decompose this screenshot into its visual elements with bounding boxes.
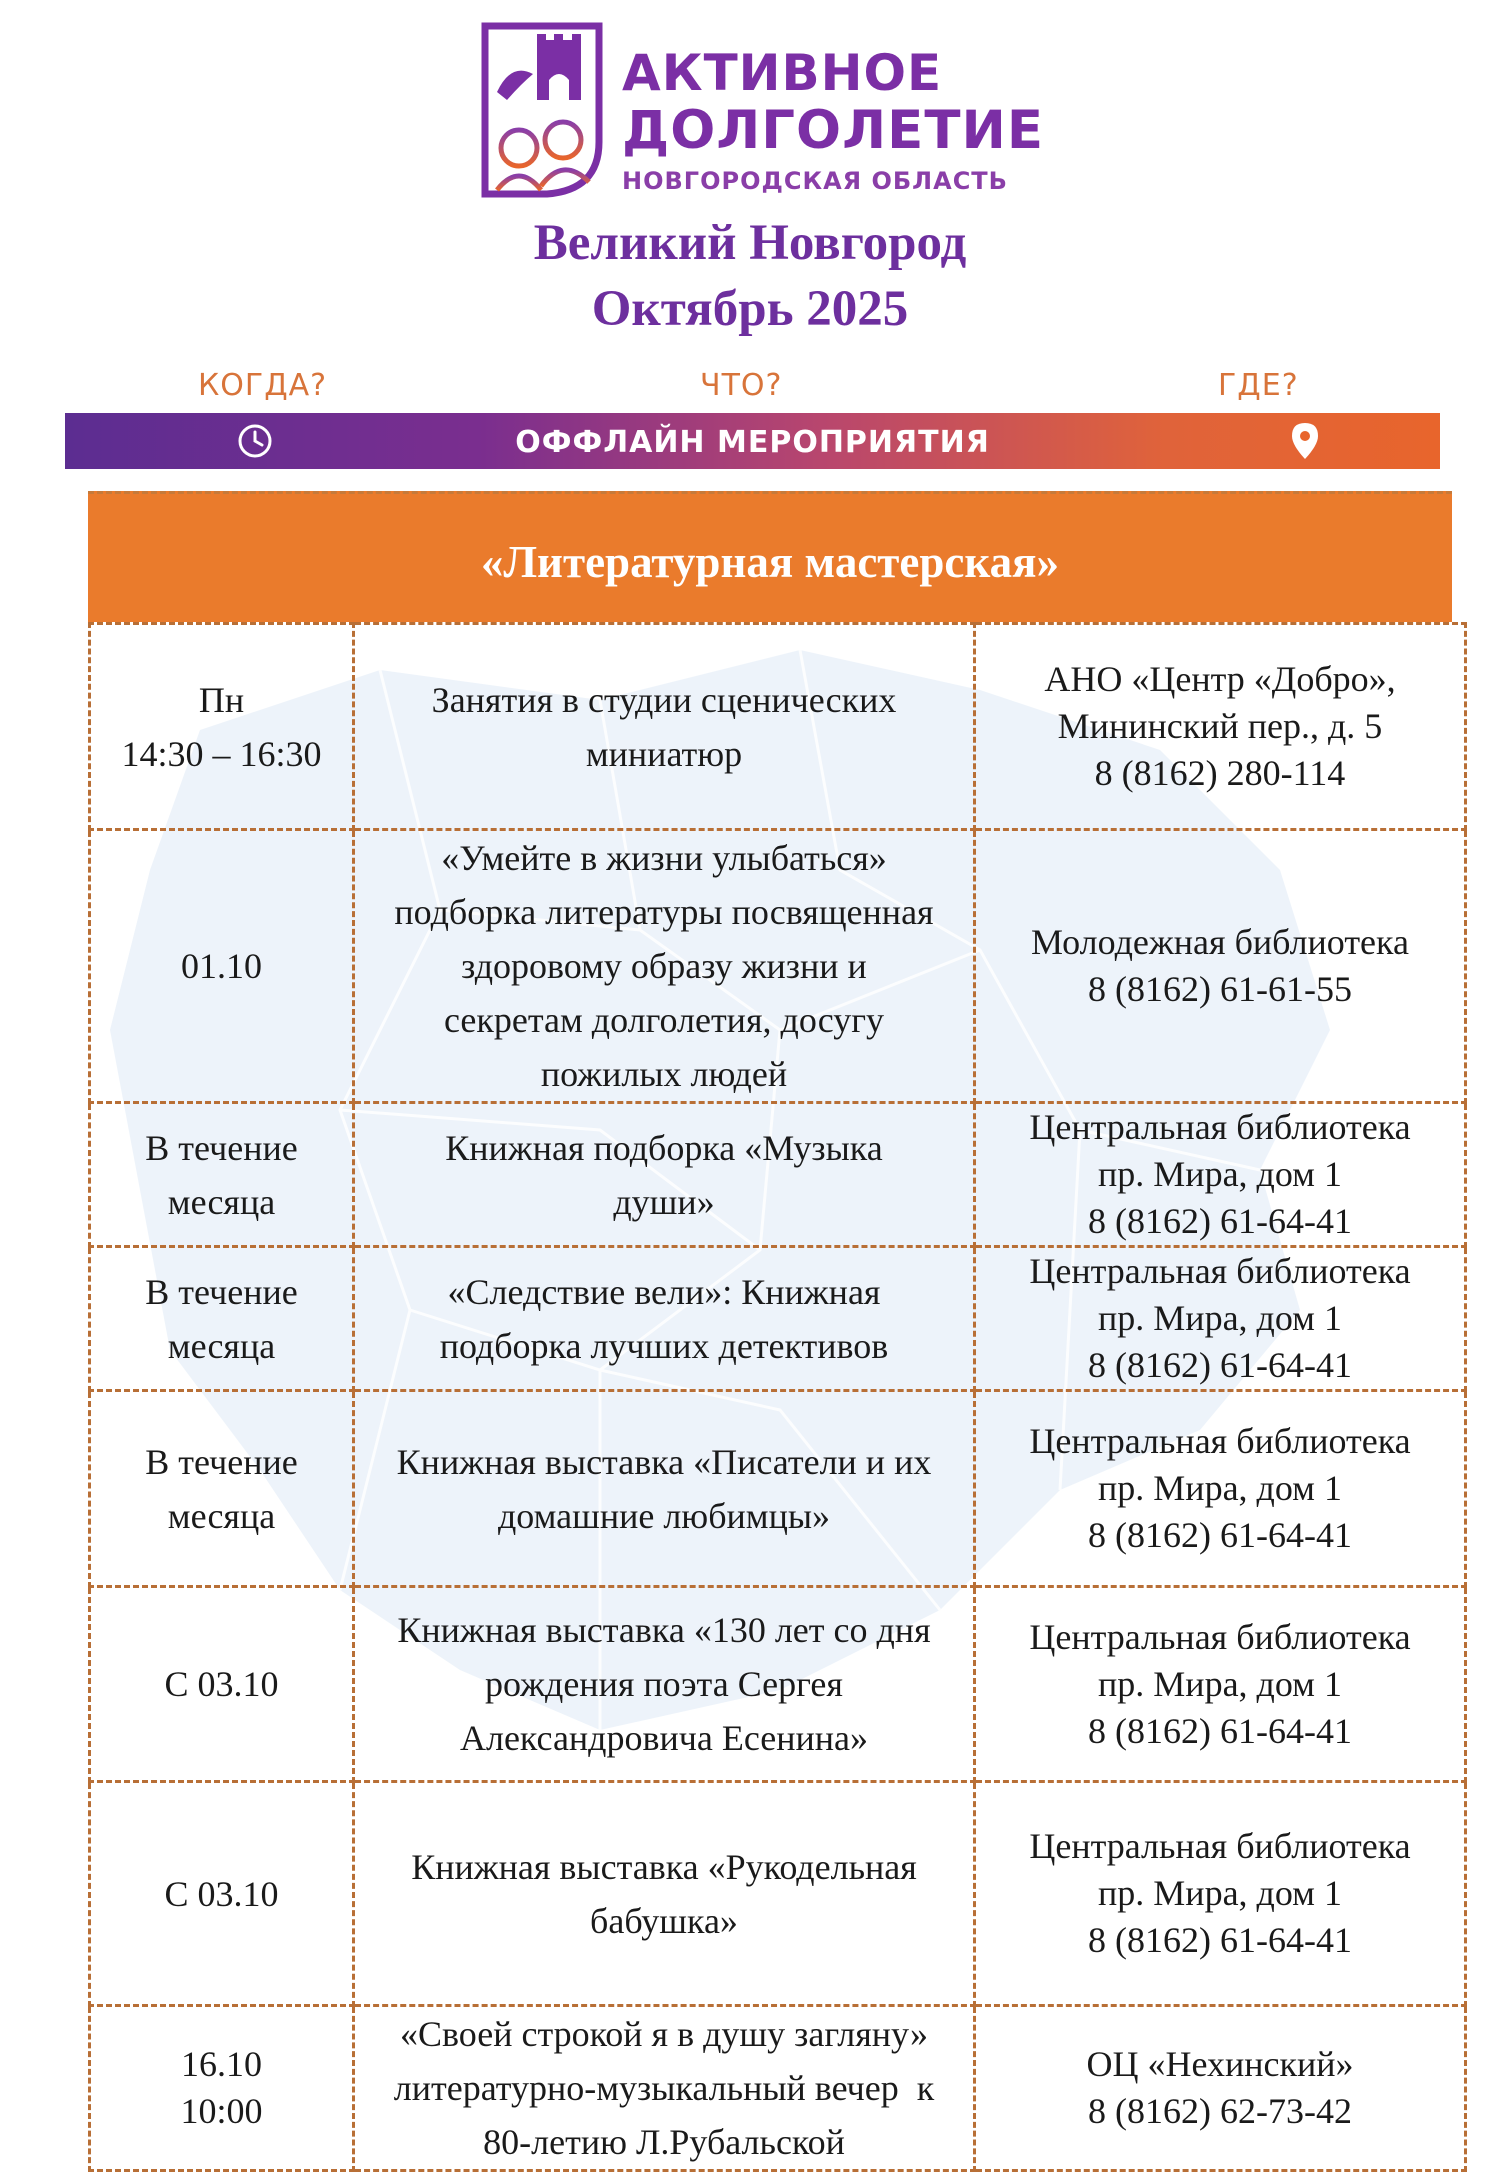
- event-where-line: Центральная библиотека: [1029, 1421, 1411, 1461]
- event-what-line: подборка литературы посвященная: [394, 892, 934, 932]
- event-what-line: здоровому образу жизни и: [461, 946, 867, 986]
- event-when-cell: [90, 1103, 354, 1247]
- header-where-label: ГДЕ?: [1218, 368, 1299, 403]
- event-where-cell: [975, 1587, 1466, 1782]
- event-where-line: 8 (8162) 61-64-41: [1088, 1345, 1352, 1385]
- event-what-line: 80-летию Л.Рубальской: [483, 2122, 845, 2162]
- event-where-line: пр. Мира, дом 1: [1098, 1468, 1342, 1508]
- event-what-cell: [354, 624, 975, 830]
- event-where-line: 8 (8162) 61-64-41: [1088, 1515, 1352, 1555]
- page-title-month: Октябрь 2025: [591, 281, 909, 337]
- event-where-line: 8 (8162) 280-114: [1094, 753, 1346, 793]
- event-where-line: ОЦ «Нехинский»: [1086, 2044, 1354, 2084]
- table-row: [90, 1391, 1466, 1587]
- event-what-line: домашние любимцы»: [497, 1495, 831, 1536]
- event-when-line: месяца: [167, 1325, 276, 1366]
- event-when-line: В течение: [145, 1127, 298, 1168]
- event-where-cell: [975, 1391, 1466, 1587]
- event-when-cell: [90, 1782, 354, 2006]
- event-when-line: 01.10: [181, 946, 262, 986]
- logo: [477, 22, 1045, 202]
- event-where-cell: [975, 624, 1466, 830]
- event-when-line: 14:30 – 16:30: [121, 733, 322, 774]
- table-row: [90, 1782, 1466, 2006]
- event-where-cell: [975, 1247, 1466, 1391]
- logo-title-line2: ДОЛГОЛЕТИЕ: [622, 100, 1045, 161]
- event-when-cell: [90, 830, 354, 1103]
- logo-title-line1: АКТИВНОЕ: [622, 44, 943, 102]
- event-when-line: Пн: [198, 679, 245, 720]
- event-where-cell: [975, 1103, 1466, 1247]
- event-when-line: 10:00: [180, 2091, 263, 2131]
- event-when-cell: [90, 1587, 354, 1782]
- table-row: [90, 2006, 1466, 2171]
- event-what-line: «Следствие вели»: Книжная: [447, 1271, 881, 1312]
- event-what-line: Книжная выставка «Писатели и их: [396, 1441, 932, 1482]
- event-when-cell: [90, 1391, 354, 1587]
- section-title: «Литературная мастерская»: [481, 537, 1059, 587]
- event-where-cell: [975, 830, 1466, 1103]
- event-what-line: Александровича Есенина»: [459, 1718, 869, 1758]
- table-row: [90, 1587, 1466, 1782]
- event-what-line: Книжная подборка «Музыка: [445, 1127, 883, 1168]
- event-what-line: души»: [613, 1181, 715, 1222]
- event-what-line: бабушка»: [590, 1900, 738, 1941]
- table-row: [90, 830, 1466, 1103]
- event-what-line: миниатюр: [585, 733, 743, 774]
- event-where-line: Центральная библиотека: [1029, 1107, 1411, 1147]
- event-what-line: пожилых людей: [540, 1054, 788, 1094]
- event-what-cell: [354, 1782, 975, 2006]
- event-where-cell: [975, 1782, 1466, 2006]
- event-when-line: С 03.10: [164, 1873, 279, 1914]
- event-where-line: пр. Мира, дом 1: [1098, 1663, 1342, 1704]
- table-row: [90, 1247, 1466, 1391]
- event-where-line: Центральная библиотека: [1029, 1826, 1411, 1866]
- event-where-line: АНО «Центр «Добро»,: [1044, 659, 1396, 699]
- event-when-cell: [90, 2006, 354, 2171]
- event-what-line: Книжная выставка «Рукодельная: [411, 1846, 917, 1887]
- event-when-line: 16.10: [181, 2044, 262, 2084]
- event-when-line: С 03.10: [164, 1664, 279, 1704]
- event-where-line: 8 (8162) 61-64-41: [1088, 1920, 1352, 1960]
- table-row: [90, 624, 1466, 830]
- event-where-line: 8 (8162) 61-64-41: [1088, 1710, 1352, 1751]
- header-what-label: ЧТО?: [700, 368, 783, 403]
- event-what-cell: [354, 830, 975, 1103]
- event-where-line: пр. Мира, дом 1: [1098, 1298, 1342, 1338]
- event-what-line: Занятия в студии сценических: [431, 679, 897, 720]
- logo-subtitle: НОВГОРОДСКАЯ ОБЛАСТЬ: [622, 167, 1008, 195]
- event-what-cell: [354, 1587, 975, 1782]
- event-where-line: 8 (8162) 61-64-41: [1088, 1201, 1352, 1241]
- events-table: [88, 622, 1467, 2172]
- event-when-line: месяца: [167, 1181, 276, 1222]
- event-where-line: Центральная библиотека: [1029, 1616, 1411, 1657]
- event-where-line: Молодежная библиотека: [1031, 922, 1409, 962]
- event-where-line: 8 (8162) 62-73-42: [1088, 2091, 1352, 2131]
- event-what-line: «Своей строкой я в душу загляну»: [400, 2014, 928, 2054]
- logo-emblem-icon: [477, 22, 607, 202]
- band-title: ОФФЛАЙН МЕРОПРИЯТИЯ: [515, 425, 990, 460]
- event-where-line: пр. Мира, дом 1: [1098, 1873, 1342, 1913]
- event-what-line: Книжная выставка «130 лет со дня: [397, 1610, 931, 1650]
- event-what-cell: [354, 1391, 975, 1587]
- event-when-line: В течение: [145, 1441, 298, 1482]
- event-where-cell: [975, 2006, 1466, 2171]
- location-pin-icon: [1290, 421, 1320, 461]
- event-when-line: месяца: [167, 1495, 276, 1536]
- event-where-line: 8 (8162) 61-61-55: [1088, 969, 1352, 1009]
- event-what-line: «Умейте в жизни улыбаться»: [441, 838, 887, 878]
- event-where-line: Центральная библиотека: [1029, 1251, 1411, 1291]
- page-title-city: Великий Новгород: [533, 215, 967, 271]
- section-header: [88, 491, 1452, 622]
- header-when-label: КОГДА?: [198, 368, 328, 403]
- offline-events-band: [65, 413, 1440, 469]
- event-when-cell: [90, 624, 354, 830]
- event-what-cell: [354, 1247, 975, 1391]
- event-what-line: подборка лучших детективов: [439, 1325, 889, 1366]
- event-what-line: секретам долголетия, досугу: [444, 1000, 884, 1040]
- event-what-line: литературно-музыкальный вечер к: [393, 2068, 935, 2108]
- event-what-line: рождения поэта Сергея: [485, 1664, 843, 1704]
- event-where-line: Мининский пер., д. 5: [1057, 706, 1383, 746]
- event-where-line: пр. Мира, дом 1: [1098, 1154, 1342, 1194]
- event-what-cell: [354, 1103, 975, 1247]
- event-when-line: В течение: [145, 1271, 298, 1312]
- event-when-cell: [90, 1247, 354, 1391]
- table-row: [90, 1103, 1466, 1247]
- event-what-cell: [354, 2006, 975, 2171]
